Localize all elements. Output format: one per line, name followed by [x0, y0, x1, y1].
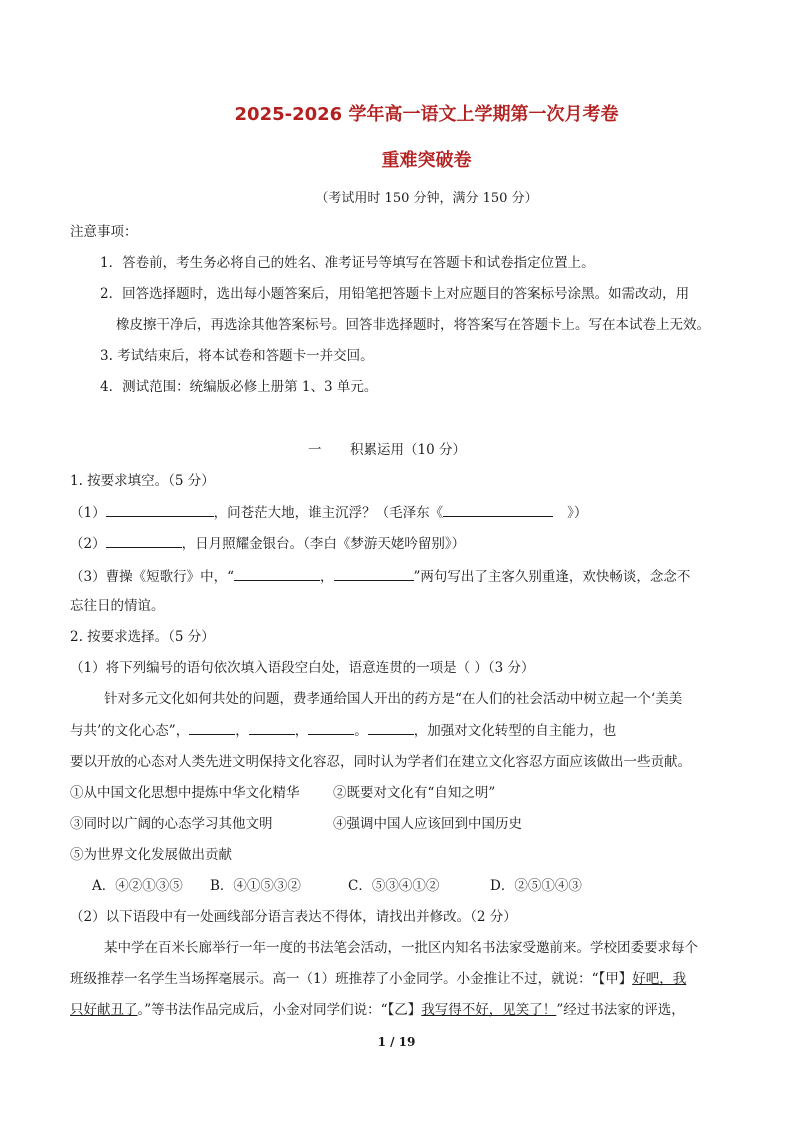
q1-3-text: （3）曹操《短歌行》中，“ [70, 569, 234, 585]
answer-blank[interactable] [106, 502, 214, 517]
option-5: ⑤为世界文化发展做出贡献 [70, 847, 232, 863]
option-2: ②既要对文化有“自知之明” [333, 785, 496, 801]
answer-blank[interactable] [368, 720, 414, 735]
answer-blank[interactable] [234, 566, 320, 581]
passage-text: ， [294, 723, 309, 739]
question-1-line-2 [70, 533, 465, 554]
underlined-phrase-jia-cont: 只好献丑了 [70, 1002, 138, 1018]
section-title: 积累运用（10 分） [350, 442, 466, 458]
passage-2-line-2 [70, 969, 686, 989]
passage-1-line-1: 针对多元文化如何共处的问题，费孝通给国人开出的药方是“在人们的社会活动中树立起一个‘美美 [104, 691, 683, 707]
exam-info: （考试用时 150 分钟，满分 150 分） [315, 191, 538, 206]
question-1-line-3-cont: 忘往日的情谊。 [70, 598, 165, 614]
passage-1-line-3: 要以开放的心态对人类先进文明保持文化容忍，同时认为学者们在建立文化容忍方面应该做出一些贡献。 [70, 754, 691, 770]
notice-item-2-cont: 橡皮擦干净后，再选涂其他答案标号。回答非选择题时，将答案写在答题卡上。写在本试卷上无效。 [116, 317, 710, 333]
answer-blank[interactable] [308, 720, 354, 735]
question-1-stem: 1. 按要求填空。（5 分） [70, 473, 215, 489]
passage-text: ，加强对文化转型的自主能力，也 [413, 723, 617, 739]
passage-1-line-2 [70, 720, 616, 741]
underlined-phrase-yi: 我写得不好，见笑了！ [421, 1002, 557, 1018]
notice-item-3: 3. 考试结束后，将本试卷和答题卡一并交回。 [100, 348, 374, 364]
q1-1-text: ，问苍茫大地，谁主沉浮？（毛泽东《 [213, 505, 444, 521]
choice-c[interactable]: C．⑤③④①② [348, 878, 440, 894]
notice-item-4: 4．测试范围：统编版必修上册第 1、3 单元。 [100, 379, 378, 395]
answer-blank[interactable] [106, 533, 182, 548]
choice-d[interactable]: D．②⑤①④③ [490, 878, 582, 894]
question-2-part-2: （2）以下语段中有一处画线部分语言表达不得体，请找出并修改。（2 分） [70, 909, 517, 925]
underlined-phrase-jia: 好吧，我 [632, 971, 687, 987]
answer-blank[interactable] [249, 720, 295, 735]
passage-text: 班级推荐一名学生当场挥毫展示。高一（1）班推荐了小金同学。小金推让不过，就说：“【甲】 [70, 971, 633, 987]
passage-2-line-1: 某中学在百米长廊举行一年一度的书法笔会活动，一批区内知名书法家受邀前来。学校团委要求每个 [104, 940, 698, 956]
notice-item-2: 2．回答选择题时，选出每小题答案后，用铅笔把答题卡上对应题目的答案标号涂黑。如需改动，用 [100, 286, 690, 302]
q1-3-comma: ， [320, 569, 334, 585]
notice-heading: 注意事项： [70, 224, 138, 240]
question-1-line-1 [70, 502, 587, 523]
q1-2-text: ，日月照耀金银台。（李白《梦游天姥吟留别》） [181, 536, 466, 552]
q1-2-label: （2） [70, 536, 106, 552]
question-1-line-3 [70, 566, 690, 587]
q1-1-end: 》） [567, 505, 588, 521]
choice-b[interactable]: B．④①⑤③② [210, 878, 301, 894]
passage-text: 与共’的文化心态”， [70, 723, 190, 739]
passage-text: ”经过书法家的评选， [556, 1002, 685, 1018]
option-3: ③同时以广阔的心态学习其他文明 [70, 816, 273, 832]
q1-1-label: （1） [70, 505, 106, 521]
answer-blank[interactable] [443, 502, 553, 517]
exam-title: 2025-2026 学年高一语文上学期第一次月考卷 [234, 104, 619, 125]
answer-blank[interactable] [334, 566, 414, 581]
option-4: ④强调中国人应该回到中国历史 [333, 816, 522, 832]
passage-text: 。 [354, 723, 368, 739]
choice-a[interactable]: A．④②①③⑤ [92, 878, 183, 894]
exam-subtitle: 重难突破卷 [381, 150, 472, 171]
page-number: 1 / 19 [377, 1035, 416, 1049]
option-1: ①从中国文化思想中提炼中华文化精华 [70, 785, 300, 801]
question-2-stem: 2. 按要求选择。（5 分） [70, 629, 215, 645]
passage-2-line-3 [70, 1000, 685, 1020]
passage-text: 。”等书法作品完成后，小金对同学们说：“【乙】 [137, 1002, 422, 1018]
passage-text: ， [235, 723, 249, 739]
notice-item-1: 1．答卷前，考生务必将自己的姓名、准考证号等填写在答题卡和试卷指定位置上。 [100, 255, 595, 271]
answer-blank[interactable] [189, 720, 235, 735]
q1-3-rest: ”两句写出了主客久别重逢，欢快畅谈，念念不 [413, 569, 691, 585]
question-2-part-1: （1）将下列编号的语句依次填入语段空白处，语意连贯的一项是（ ）（3 分） [70, 660, 535, 676]
section-number: 一 [308, 442, 322, 458]
